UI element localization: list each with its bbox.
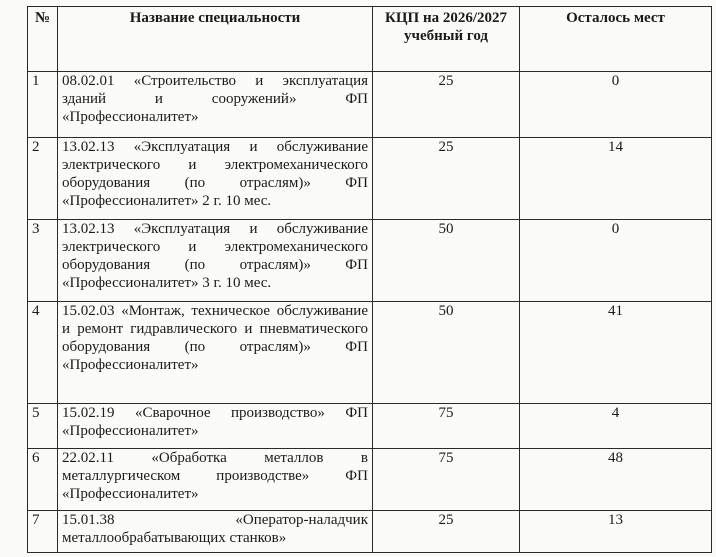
row-number: 6 xyxy=(28,449,58,511)
kcp-value: 25 xyxy=(373,138,520,220)
table-row xyxy=(28,138,712,220)
table-row xyxy=(28,511,712,553)
specialty-name: 13.02.13 «Эксплуатация и обслуживание электрического и электромеханического оборудования (по отраслям)» ФП «Профессионалитет» 2 г. 10 мес. xyxy=(58,138,373,220)
kcp-value: 25 xyxy=(373,511,520,553)
table-row xyxy=(28,72,712,138)
table-row xyxy=(28,302,712,404)
kcp-value: 75 xyxy=(373,449,520,511)
places-left-value: 14 xyxy=(520,138,712,220)
specialty-name: 15.01.38 «Оператор-наладчик металлообрабатывающих станков» xyxy=(58,511,373,553)
row-number: 4 xyxy=(28,302,58,404)
places-left-value: 0 xyxy=(520,72,712,138)
header-number: № xyxy=(28,7,58,72)
specialty-name: 15.02.03 «Монтаж, техническое обслуживание и ремонт гидравлического и пневматического оборудования (по отраслям)» ФП «Профессионалитет» xyxy=(58,302,373,404)
specialty-name: 13.02.13 «Эксплуатация и обслуживание электрического и электромеханического оборудования (по отраслям)» ФП «Профессионалитет» 3 г. 10 мес. xyxy=(58,220,373,302)
places-left-value: 13 xyxy=(520,511,712,553)
row-number: 2 xyxy=(28,138,58,220)
row-number: 3 xyxy=(28,220,58,302)
row-number: 1 xyxy=(28,72,58,138)
specialty-name: 08.02.01 «Строительство и эксплуатация зданий и сооружений» ФП «Профессионалитет» xyxy=(58,72,373,138)
places-left-value: 4 xyxy=(520,404,712,449)
table-row xyxy=(28,449,712,511)
row-number: 5 xyxy=(28,404,58,449)
row-number: 7 xyxy=(28,511,58,553)
kcp-value: 75 xyxy=(373,404,520,449)
kcp-value: 50 xyxy=(373,220,520,302)
header-specialty-name: Название специальности xyxy=(58,7,373,72)
table-row xyxy=(28,220,712,302)
specialty-name: 22.02.11 «Обработка металлов в металлургическом производстве» ФП «Профессионалитет» xyxy=(58,449,373,511)
places-left-value: 41 xyxy=(520,302,712,404)
specialty-name: 15.02.19 «Сварочное производство» ФП «Профессионалитет» xyxy=(58,404,373,449)
table-row xyxy=(28,404,712,449)
kcp-value: 25 xyxy=(373,72,520,138)
places-left-value: 48 xyxy=(520,449,712,511)
header-kcp: КЦП на 2026/2027 учебный год xyxy=(373,7,520,72)
header-places-left: Осталось мест xyxy=(520,7,712,72)
places-left-value: 0 xyxy=(520,220,712,302)
kcp-value: 50 xyxy=(373,302,520,404)
specialties-table xyxy=(27,6,712,553)
table-header-row xyxy=(28,7,712,72)
